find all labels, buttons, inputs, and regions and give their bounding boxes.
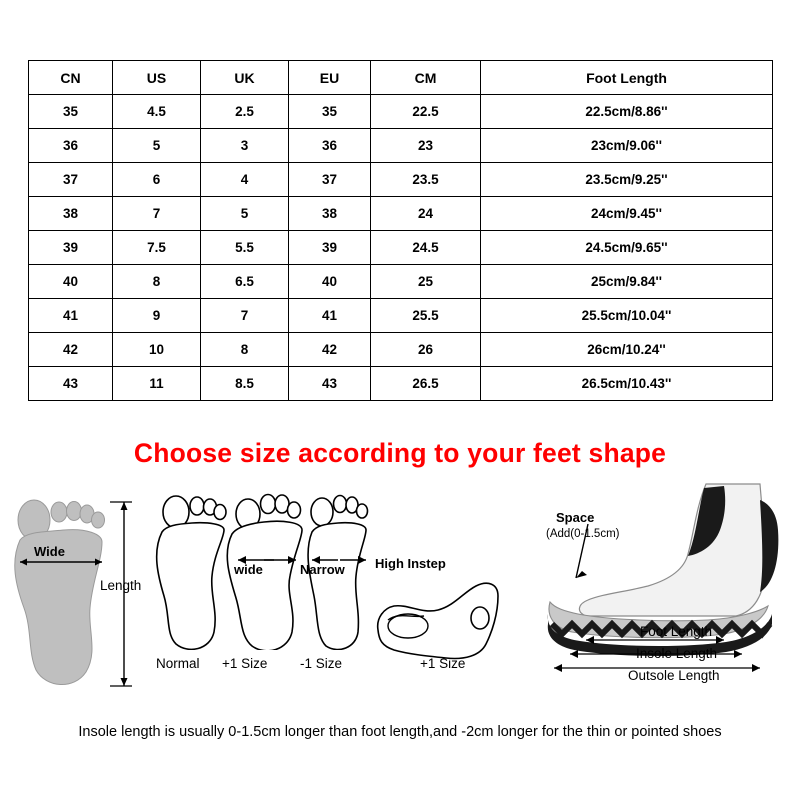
column-header-eu: EU <box>289 61 371 95</box>
cell-us: 6 <box>113 163 201 197</box>
cell-us: 11 <box>113 367 201 401</box>
cell-uk: 3 <box>201 129 289 163</box>
cell-uk: 4 <box>201 163 289 197</box>
cell-us: 4.5 <box>113 95 201 129</box>
cell-cm: 26 <box>371 333 481 367</box>
high-instep-label: High Instep <box>375 556 446 571</box>
cell-cn: 38 <box>29 197 113 231</box>
table-row <box>29 197 773 231</box>
cell-eu: 43 <box>289 367 371 401</box>
wide-measure-label: Wide <box>34 544 65 559</box>
cell-foot-length: 23cm/9.06'' <box>481 129 773 163</box>
size-table <box>28 60 773 401</box>
caption-instep-size: +1 Size <box>420 656 466 671</box>
table-row <box>29 163 773 197</box>
cell-uk: 5.5 <box>201 231 289 265</box>
column-header-us: US <box>113 61 201 95</box>
cell-foot-length: 26.5cm/10.43'' <box>481 367 773 401</box>
cell-foot-length: 26cm/10.24'' <box>481 333 773 367</box>
outsole-length-label: Outsole Length <box>628 668 720 683</box>
cell-cn: 42 <box>29 333 113 367</box>
cell-foot-length: 22.5cm/8.86'' <box>481 95 773 129</box>
cell-cn: 43 <box>29 367 113 401</box>
headline: Choose size according to your feet shape <box>133 438 667 468</box>
cell-us: 7.5 <box>113 231 201 265</box>
cell-eu: 36 <box>289 129 371 163</box>
column-header-foot-length: Foot Length <box>481 61 773 95</box>
cell-eu: 39 <box>289 231 371 265</box>
cell-foot-length: 24cm/9.45'' <box>481 197 773 231</box>
cell-cm: 23.5 <box>371 163 481 197</box>
cell-us: 8 <box>113 265 201 299</box>
column-header-uk: UK <box>201 61 289 95</box>
insole-length-label: Insole Length <box>636 646 718 661</box>
cell-cm: 25 <box>371 265 481 299</box>
cell-us: 9 <box>113 299 201 333</box>
table-row <box>29 333 773 367</box>
wide-shape-label: wide <box>234 562 263 577</box>
cell-foot-length: 24.5cm/9.65'' <box>481 231 773 265</box>
footnote: Insole length is usually 0-1.5cm longer than foot length,and -2cm longer for the thin or pointed shoes <box>78 724 722 740</box>
cell-cm: 22.5 <box>371 95 481 129</box>
space-label: Space <box>556 510 595 525</box>
table-row <box>29 299 773 333</box>
column-header-cm: CM <box>371 61 481 95</box>
cell-eu: 41 <box>289 299 371 333</box>
cell-cm: 25.5 <box>371 299 481 333</box>
cell-eu: 42 <box>289 333 371 367</box>
cell-foot-length: 25.5cm/10.04'' <box>481 299 773 333</box>
table-header-row <box>29 61 773 95</box>
big-foot-outline-icon <box>6 490 146 700</box>
cell-us: 10 <box>113 333 201 367</box>
cell-cn: 39 <box>29 231 113 265</box>
foot-length-label: Foot Length <box>640 624 713 639</box>
cell-cm: 23 <box>371 129 481 163</box>
cell-uk: 8 <box>201 333 289 367</box>
cell-cn: 36 <box>29 129 113 163</box>
cell-eu: 40 <box>289 265 371 299</box>
table-row <box>29 95 773 129</box>
caption-plus-one-size: +1 Size <box>222 656 268 671</box>
cell-eu: 37 <box>289 163 371 197</box>
cell-cm: 24 <box>371 197 481 231</box>
table-row <box>29 367 773 401</box>
cell-cm: 24.5 <box>371 231 481 265</box>
table-row <box>29 231 773 265</box>
cell-cn: 41 <box>29 299 113 333</box>
length-measure-label: Length <box>100 578 142 593</box>
cell-us: 5 <box>113 129 201 163</box>
cell-eu: 38 <box>289 197 371 231</box>
cell-cn: 37 <box>29 163 113 197</box>
cell-foot-length: 25cm/9.84'' <box>481 265 773 299</box>
table-row <box>29 129 773 163</box>
cell-us: 7 <box>113 197 201 231</box>
cell-cm: 26.5 <box>371 367 481 401</box>
narrow-shape-label: Narrow <box>300 562 345 577</box>
cell-foot-length: 23.5cm/9.25'' <box>481 163 773 197</box>
cell-uk: 2.5 <box>201 95 289 129</box>
cell-uk: 5 <box>201 197 289 231</box>
caption-normal: Normal <box>156 656 200 671</box>
cell-cn: 40 <box>29 265 113 299</box>
space-add-label: (Add(0-1.5cm) <box>546 528 620 540</box>
caption-minus-one-size: -1 Size <box>300 656 343 671</box>
cell-eu: 35 <box>289 95 371 129</box>
feet-shape-diagram <box>0 482 800 714</box>
cell-uk: 6.5 <box>201 265 289 299</box>
cell-cn: 35 <box>29 95 113 129</box>
table-row <box>29 265 773 299</box>
cell-uk: 7 <box>201 299 289 333</box>
cell-uk: 8.5 <box>201 367 289 401</box>
column-header-cn: CN <box>29 61 113 95</box>
size-table-container <box>28 60 772 401</box>
